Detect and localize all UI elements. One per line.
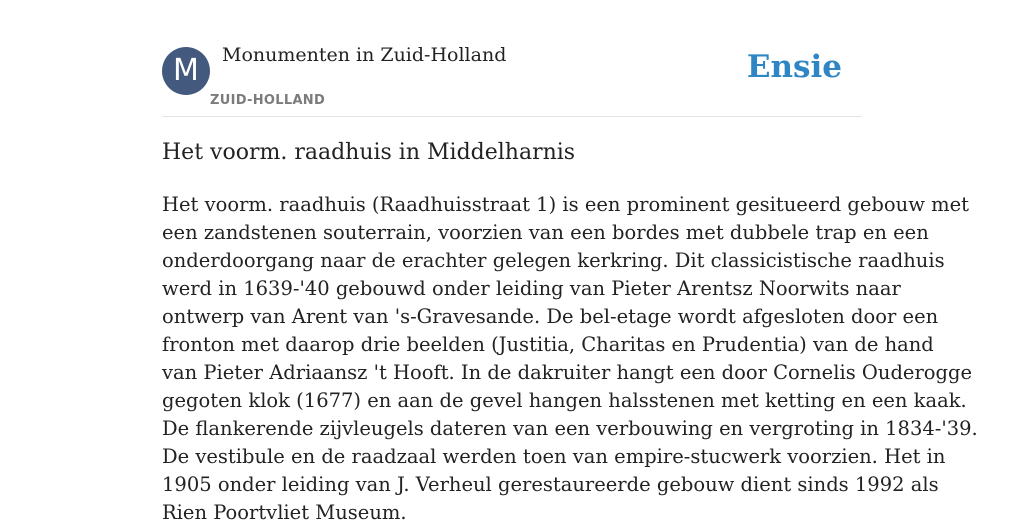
article-line: fronton met daarop drie beelden (Justitia, Charitas en Prudentia) van de hand — [162, 333, 934, 356]
article-line: gegoten klok (1677) en aan de gevel hangen halsstenen met ketting en een kaak. — [162, 389, 967, 412]
book-title-link[interactable]: Monumenten in Zuid-Holland — [222, 44, 507, 66]
article-body — [162, 191, 978, 527]
article-line: werd in 1639-'40 gebouwd onder leiding van Pieter Arentsz Noorwits naar — [162, 277, 901, 300]
article-line: De vestibule en de raadzaal werden toen van empire-stucwerk voorzien. Het in — [162, 445, 946, 468]
article-line: De flankerende zijvleugels dateren van een verbouwing en vergroting in 1834-'39. — [162, 417, 978, 440]
header — [162, 0, 862, 117]
avatar[interactable]: M — [162, 47, 210, 95]
article-line: een zandstenen souterrain, voorzien van een bordes met dubbele trap en een — [162, 221, 929, 244]
article-line: Het voorm. raadhuis (Raadhuisstraat 1) is een prominent gesitueerd gebouw met — [162, 193, 969, 216]
ensie-logo[interactable]: Ensie — [746, 49, 842, 85]
article-line: Rien Poortvliet Museum. — [162, 501, 407, 524]
article-line: ontwerp van Arent van 's-Gravesande. De bel-etage wordt afgesloten door een — [162, 305, 939, 328]
page-title: Het voorm. raadhuis in Middelharnis — [162, 140, 576, 165]
region-label[interactable]: ZUID-HOLLAND — [210, 93, 326, 108]
article-line: onderdoorgang naar de erachter gelegen kerkring. Dit classicistische raadhuis — [162, 249, 945, 272]
article-line: 1905 onder leiding van J. Verheul gerestaureerde gebouw dient sinds 1992 als — [162, 473, 939, 496]
article-line: van Pieter Adriaansz 't Hooft. In de dakruiter hangt een door Cornelis Ouderogge — [162, 361, 973, 384]
